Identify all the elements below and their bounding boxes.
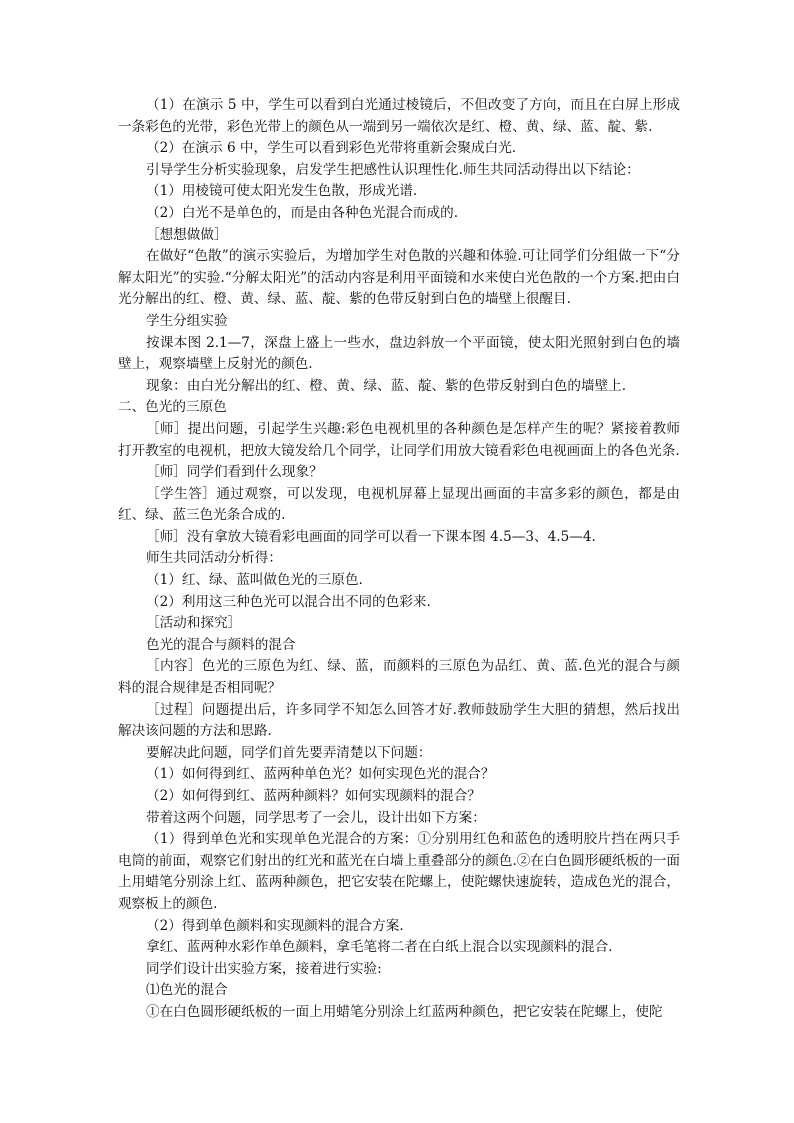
paragraph: ［过程］问题提出后，许多同学不知怎么回答才好.教师鼓励学生大胆的猜想，然后找出解决该问题的方法和思路. — [118, 701, 680, 740]
paragraph: （1）用棱镜可使太阳光发生色散，形成光谱. — [146, 183, 418, 200]
paragraph: （1）得到单色光和实现单色光混合的方案：①分别用红色和蓝色的透明胶片挡在两只手电筒的前面，观察它们射出的红光和蓝光在白墙上重叠部分的颜色.②在白色圆形硬纸板的一面上用蜡笔分别涂上红、蓝两种颜色，把它安装在陀螺上，使陀螺快速旋转，造成色光的混合，观察板上的颜色. — [118, 831, 680, 912]
paragraph: 带着这两个问题，同学思考了一会儿，设计出如下方案： — [146, 809, 486, 826]
paragraph: （1）在演示 5 中，学生可以看到白光通过棱镜后，不但改变了方向，而且在白屏上形成一条彩色的光带，彩色光带上的颜色从一端到另一端依次是红、橙、黄、绿、蓝、靛、紫. — [118, 97, 680, 135]
paragraph: （2）白光不是单色的，而是由各种色光混合而成的. — [146, 204, 459, 221]
paragraph: （1）红、绿、蓝叫做色光的三原色. — [146, 572, 363, 589]
paragraph: （2）利用这三种色光可以混合出不同的色彩来. — [146, 593, 431, 610]
paragraph: 同学们设计出实验方案，接着进行实验: — [146, 960, 382, 977]
paragraph: 要解决此问题，同学们首先要弄清楚以下问题： — [146, 744, 432, 761]
paragraph: 学生分组实验 — [146, 312, 228, 329]
paragraph: 按课本图 2.1—7，深盘上盛上一些水，盘边斜放一个平面镜，使太阳光照射到白色的墙壁上，观察墙壁上反射光的颜色. — [118, 334, 680, 373]
paragraph: 色光的混合与颜料的混合 — [146, 636, 296, 653]
paragraph: 师生共同活动分析得： — [146, 550, 282, 567]
paragraph: ⑴色光的混合 — [146, 982, 228, 999]
section-heading: 二、色光的三原色 — [118, 399, 227, 416]
paragraph: 拿红、蓝两种水彩作单色颜料，拿毛笔将二者在白纸上混合以实现颜料的混合. — [146, 939, 613, 956]
paragraph: ［师］没有拿放大镜看彩电画面的同学可以看一下课本图 4.5—3、4.5—4. — [146, 528, 596, 545]
paragraph: ①在白色圆形硬纸板的一面上用蜡笔分别涂上红蓝两种颜色，把它安装在陀螺上，使陀 — [146, 1003, 663, 1020]
paragraph: ［想想做做］ — [146, 226, 228, 243]
paragraph: ［师］提出问题，引起学生兴趣:彩色电视机里的各种颜色是怎样产生的呢？紧接着教师打开教室的电视机，把放大镜发给几个同学，让同学们用放大镜看彩色电视画面上的各色光条. — [118, 420, 680, 459]
paragraph: （2）得到单色颜料和实现颜料的混合方案. — [146, 917, 404, 934]
paragraph: （2）如何得到红、蓝两种颜料？如何实现颜料的混合？ — [146, 788, 481, 804]
paragraph: ［活动和探究］ — [146, 615, 242, 632]
document-page — [118, 95, 680, 1024]
paragraph: ［师］同学们看到什么现象？ — [146, 464, 323, 481]
paragraph: （1）如何得到红、蓝两种单色光？如何实现色光的混合？ — [146, 766, 495, 783]
paragraph: ［学生答］通过观察，可以发现，电视机屏幕上显现出画面的丰富多彩的颜色，都是由红、绿、蓝三色光条合成的. — [118, 485, 680, 524]
paragraph: 引导学生分析实验现象，启发学生把感性认识理性化.师生共同活动得出以下结论： — [146, 161, 640, 178]
paragraph: 现象：由白光分解出的红、橙、黄、绿、蓝、靛、紫的色带反射到白色的墙壁上. — [146, 377, 627, 394]
paragraph: （2）在演示 6 中，学生可以看到彩色光带将重新会聚成白光. — [146, 140, 517, 157]
paragraph: 在做好“色散”的演示实验后，为增加学生对色散的兴趣和体验.可让同学们分组做一下“分解太阳光”的实验.“分解太阳光”的活动内容是利用平面镜和水来使白光色散的一个方案.把由白光分解出的红、橙、黄、绿、蓝、靛、紫的色带反射到白色的墙壁上很醒目. — [118, 248, 680, 308]
paragraph: ［内容］色光的三原色为红、绿、蓝，而颜料的三原色为品红、黄、蓝.色光的混合与颜料的混合规律是否相同呢？ — [118, 658, 680, 697]
